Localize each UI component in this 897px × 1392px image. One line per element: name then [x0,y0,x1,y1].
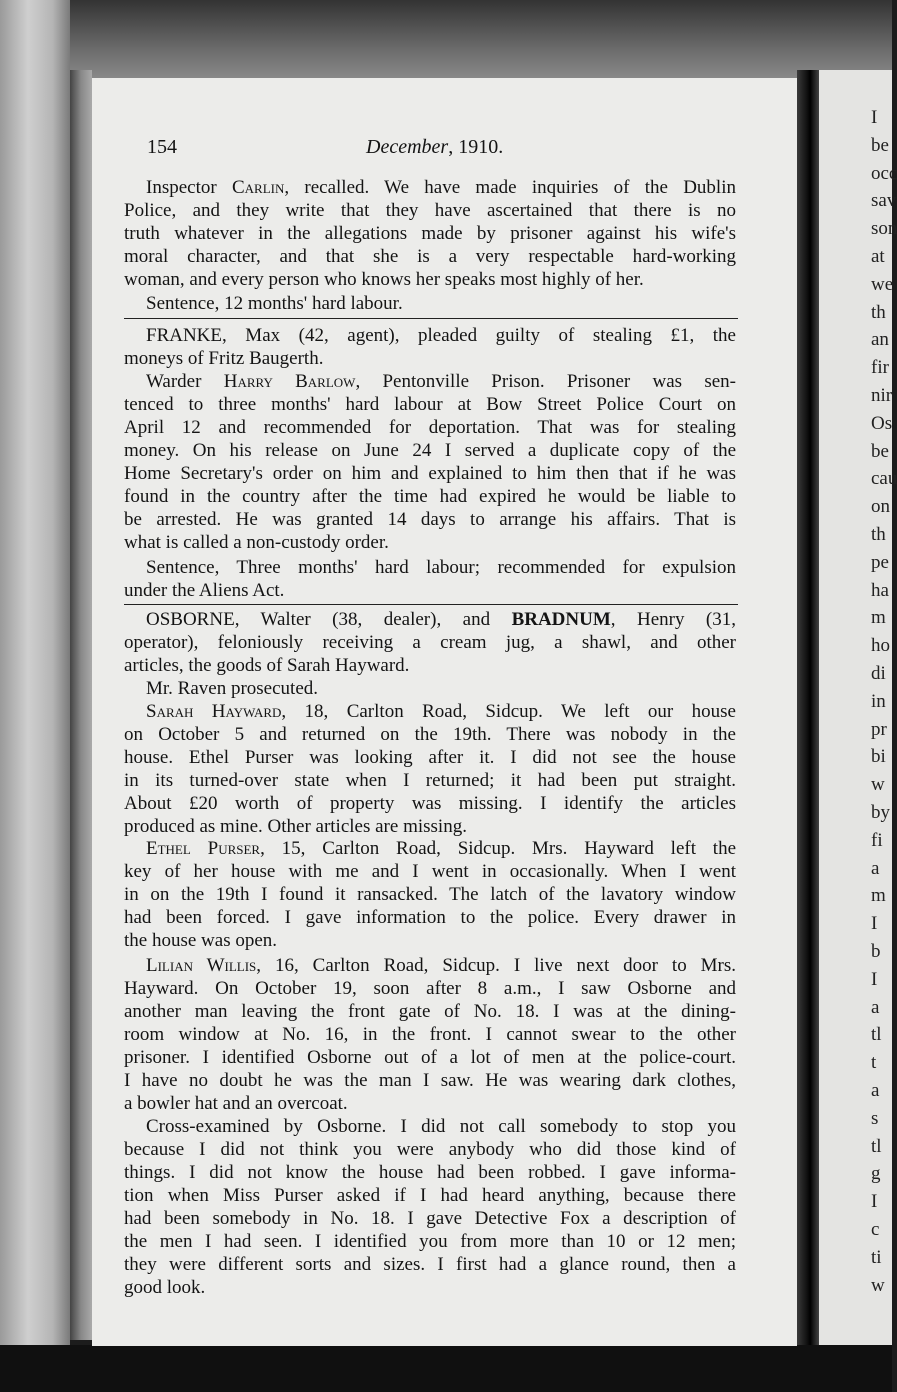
facing-page-fragment: be [871,134,889,156]
facing-page-fragment: nir [871,385,893,406]
text-line: what is called a non-custody order. [124,532,389,553]
facing-page-fragment: Os [871,412,893,434]
header-year: , 1910. [448,136,504,158]
text-line: had been somebody in No. 18. I gave Detective Fox a description of [124,1208,736,1229]
text-line: the men I had seen. I identified you from more than 10 or 12 men; [124,1231,736,1252]
facing-page-fragment: we [871,273,894,295]
facing-page [819,70,897,1345]
text-span: , Walter (38, dealer), and [234,609,491,630]
facing-page-fragment: an [871,329,889,351]
facing-page-fragment: a [871,857,880,879]
text-line: moneys of Fritz Baugerth. [124,348,324,369]
text-line: house. Ethel Purser was looking after it. I did not see the house [124,747,736,768]
facing-page-fragment: cau [871,468,897,490]
case-heading-line [124,324,736,348]
defendant-name: BRADNUM [511,609,611,630]
facing-page-fragment: w [871,1274,885,1296]
text-line [124,837,736,861]
facing-page-fragment: m [871,885,886,907]
scan-bottom-edge [0,1345,892,1392]
text-line: Cross-examined by Osborne. I did not call somebody to stop you [146,1116,736,1137]
facing-page-fragment: I [871,913,878,935]
text-line: Inspector Carlin, recalled. We have made inquiries of the Dublin [146,177,736,198]
text-line: good look. [124,1277,206,1298]
text-line: had been forced. I gave information to the police. Every drawer in [124,907,736,928]
text-line: room window at No. 16, in the front. I cannot swear to the other [124,1024,736,1045]
text-line: truth whatever in the allegations made by prisoner against his wife's [124,223,736,244]
facing-page-fragment: tl [871,1024,882,1046]
text-span: , 16, Carlton Road, Sidcup. I live next door to Mrs. [256,955,736,976]
witness-name: Carlin [231,177,285,198]
text-line: articles, the goods of Sarah Hayward. [124,655,410,676]
text-span: , Henry (31, [610,609,737,630]
facing-page-fragment: bi [871,746,886,768]
text-line: in its turned-over state when I returned; it had been put straight. [124,770,736,791]
scan-top-edge [0,0,892,80]
defendant-name: OSBORNE [146,609,235,630]
text-line: Police, and they write that they have ascertained that there is no [124,200,736,221]
facing-page-fragment: pe [871,551,889,573]
section-divider [124,318,738,319]
facing-page-fragment: pr [871,718,887,740]
text-line: Home Secretary's order on him and explained to him then that if he was [124,463,736,484]
text-span: , Pentonville Prison. Prisoner was sen- [355,371,736,392]
facing-page-fragment: sav [871,190,897,212]
text-line [124,700,736,724]
facing-page-fragment: g [871,1163,881,1185]
facing-page-fragment: by [871,802,890,823]
text-line: operator), feloniously receiving a cream jug, a shawl, and other [124,632,736,653]
text-span: , 18, Carlton Road, Sidcup. We left our house [281,701,736,722]
text-line: found in the country after the time had expired he would be liable to [124,486,736,507]
witness-name: Harry Barlow [223,371,356,392]
facing-page-fragment: son [871,218,897,240]
facing-page-fragment: s [871,1107,879,1129]
facing-page-fragment: ho [871,635,890,657]
text-line: because I did not think you were anybody who did those kind of [124,1139,736,1160]
text-line: woman, and every person who knows her speaks most highly of her. [124,269,644,290]
text-span: , 15, Carlton Road, Sidcup. Mrs. Hayward left the [260,838,737,859]
text-line: I have no doubt he was the man I saw. He was wearing dark clothes, [124,1070,736,1091]
facing-page-fragment: tl [871,1135,882,1157]
facing-page-fragment: fir [871,357,889,379]
text-line: Mr. Raven prosecuted. [146,678,319,699]
book-edge-shadow [70,70,92,1340]
witness-name: Lilian Willis [146,955,257,976]
section-divider [124,604,738,605]
text-line: prisoner. I identified Osborne out of a lot of men at the police-court. [124,1047,736,1068]
facing-page-fragment: ha [871,579,889,601]
text-line [124,954,736,978]
case-heading-line [124,608,736,632]
facing-page-fragment: a [871,996,880,1018]
facing-page-fragment: m [871,607,886,629]
defendant-name: FRANKE [146,325,223,346]
text-line: moral character, and that she is a very respectable hard-working [124,246,736,267]
facing-page-fragment: at [871,246,885,267]
text-line: April 12 and recommended for deportation. That was for stealing [124,417,736,438]
facing-page-fragment: th [871,301,886,323]
text-line: in on the 19th I found it ransacked. The latch of the lavatory window [124,884,736,905]
facing-page-fragment: t [871,1052,877,1074]
facing-page-fragment: b [871,941,881,962]
sentence-line: Sentence, Three months' hard labour; recommended for expulsion [146,557,736,578]
facing-page-fragment: occ [871,162,897,184]
facing-page-fragment: th [871,524,886,545]
facing-page-fragment: in [871,690,886,712]
facing-page-fragment: I [871,1191,878,1213]
facing-page-fragment: I [871,107,878,128]
text-line: tion when Miss Purser asked if I had heard anything, because there [124,1185,736,1206]
text-span: , recalled. We have made inquiries of the Dublin [284,177,736,198]
facing-page-fragment: ti [871,1246,882,1268]
facing-page-fragment: fi [871,829,883,851]
text-line: the house was open. [124,930,278,951]
running-header [366,134,503,160]
text-line: things. I did not know the house had been robbed. I gave informa- [124,1162,736,1183]
text-span: , Max (42, agent), pleaded guilty of stealing £1, the [222,325,736,346]
text-line: About £20 worth of property was missing. I identify the articles [124,793,736,814]
witness-name: Ethel Purser [146,838,261,859]
text-line: another man leaving the front gate of No. 18. I was at the dining- [124,1001,736,1022]
sentence-line: under the Aliens Act. [124,580,285,601]
book-gutter [797,70,819,1345]
text-line: they were different sorts and sizes. I first had a glance round, then a [124,1254,736,1275]
facing-page-fragment: c [871,1219,880,1240]
facing-page-fragment: di [871,663,886,684]
facing-page-fragment: w [871,774,885,796]
text-line: produced as mine. Other articles are missing. [124,816,467,837]
facing-page-fragment: on [871,496,890,518]
sentence-line: Sentence, 12 months' hard labour. [146,293,403,314]
facing-page-fragment: a [871,1080,880,1101]
text-line: tenced to three months' hard labour at Bow Street Police Court on [124,394,736,415]
text-line: Warder Harry Barlow, Pentonville Prison. Prisoner was sen- [146,371,736,392]
page-number: 154 [147,136,177,158]
facing-page-fragment: I [871,968,878,990]
scan-left-edge [0,0,70,1392]
text-line: Hayward. On October 19, soon after 8 a.m., I saw Osborne and [124,978,736,999]
header-month: December [366,136,449,158]
text-line: money. On his release on June 24 I served a duplicate copy of the [124,440,736,461]
facing-page-fragment: be [871,440,889,462]
text-line: on October 5 and returned on the 19th. There was nobody in the [124,724,736,745]
witness-name: Sarah Hayward [146,701,282,722]
text-line: a bowler hat and an overcoat. [124,1093,348,1114]
text-line: key of her house with me and I went in occasionally. When I went [124,861,736,882]
text-line: be arrested. He was granted 14 days to arrange his affairs. That is [124,509,736,530]
